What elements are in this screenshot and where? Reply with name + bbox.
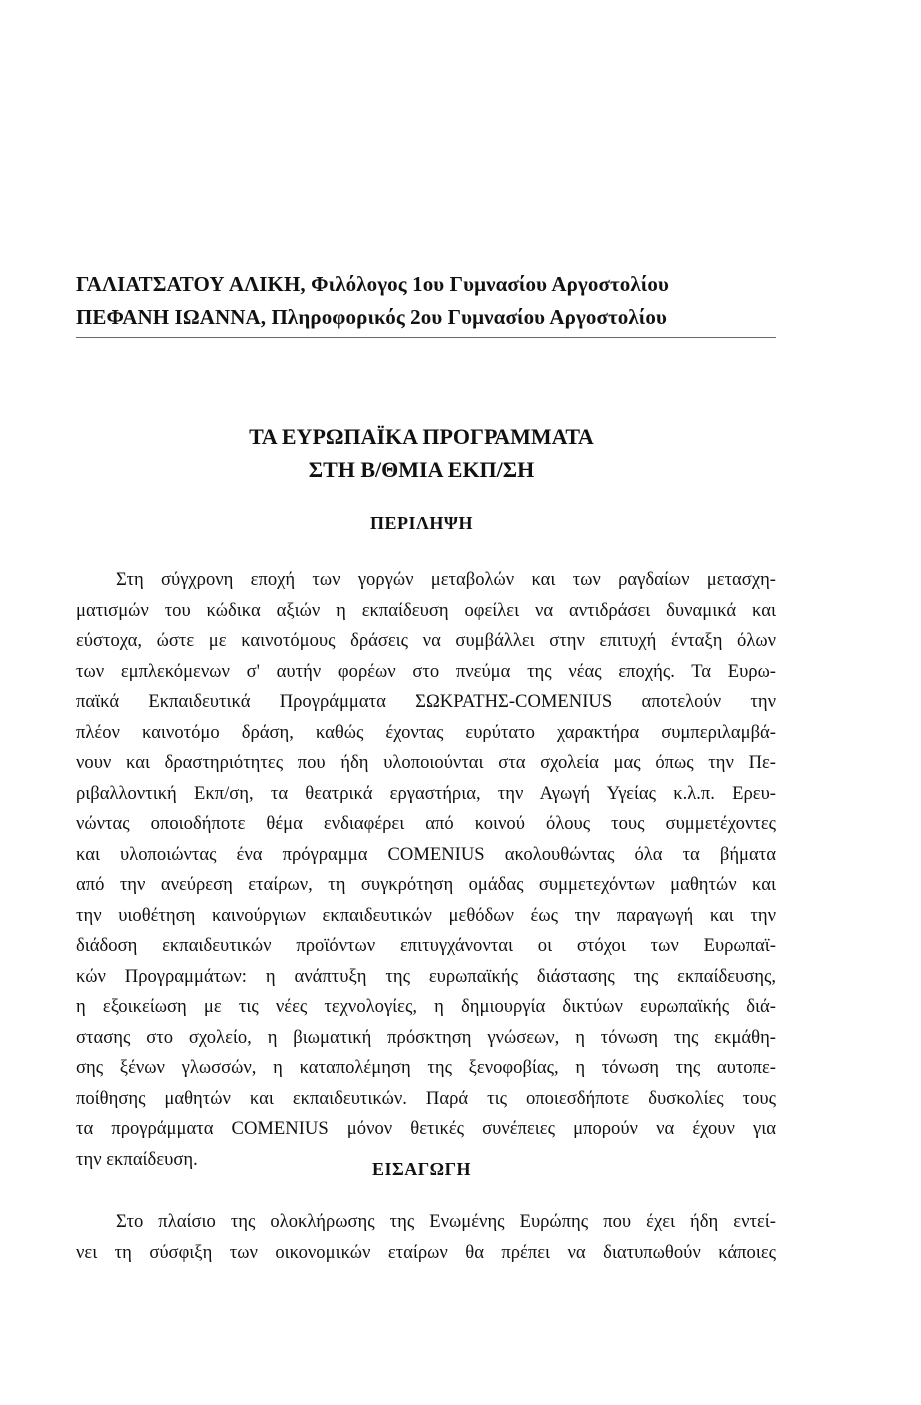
text-line: από την ανεύρεση εταίρων, τη συγκρότηση ομάδας συμμετεχόντων μαθητών και [76,874,776,895]
title-line-2: ΣΤΗ Β/ΘΜΙΑ ΕΚΠ/ΣΗ [308,457,535,482]
text-line: Στο πλαίσιο της ολοκλήρωσης της Ενωμένης Ευρώπης που έχει ήδη εντεί- [116,1211,776,1232]
text-line: νώντας οποιοδήποτε θέμα ενδιαφέρει από κοινού όλους τους συμμετέχοντες [76,813,776,834]
abstract-heading: ΠΕΡΙΛΗΨΗ [370,513,473,533]
text-line: την υιοθέτηση καινούργιων εκπαιδευτικών μεθόδων έως την παραγωγή και την [76,904,776,926]
text-line: πλέον καινοτόμο δράση, καθώς έχοντας ευρύτατο χαρακτήρα συμπεριλαμβά- [76,721,776,743]
text-line: ματισμών του κώδικα αξιών η εκπαίδευση οφείλει να αντιδράσει δυναμικά και [76,599,776,621]
text-line: παϊκά Εκπαιδευτικά Προγράμματα ΣΩΚΡΑΤΗΣ-COMENIUS αποτελούν την [76,691,776,712]
text-line: ριβαλλοντική Εκπ/ση, τα θεατρικά εργαστήρια, την Αγωγή Υγείας κ.λ.π. Ερευ- [76,782,776,804]
text-line: σης ξένων γλωσσών, η καταπολέμηση της ξενοφοβίας, η τόνωση της αυτοπε- [76,1057,776,1078]
author-divider [76,337,776,338]
text-line: Στη σύγχρονη εποχή των γοργών μεταβολών και των ραγδαίων μετασχη- [116,569,776,590]
text-line: και υλοποιώντας ένα πρόγραμμα COMENIUS ακολουθώντας όλα τα βήματα [76,843,776,865]
author-line-1: ΓΑΛΙΑΤΣΑΤΟΥ ΑΛΙΚΗ, Φιλόλογος 1ου Γυμνασίου Αργοστολίου [76,272,669,296]
text-line: η εξοικείωση με τις νέες τεχνολογίες, η δημιουργία δικτύων ευρωπαϊκής διά- [76,996,776,1017]
text-line: διάδοση εκπαιδευτικών προϊόντων επιτυγχάνονται οι στόχοι των Ευρωπαϊ- [76,935,776,956]
abstract-body [76,565,776,1175]
authors-block [76,268,776,334]
author-line-2: ΠΕΦΑΝΗ ΙΩΑΝΝΑ, Πληροφορικός 2ου Γυμνασίου Αργοστολίου [76,305,668,329]
title-line-1: ΤΑ ΕΥΡΩΠΑΪΚΑ ΠΡΟΓΡΑΜΜΑΤΑ [249,424,594,449]
text-line: την εκπαίδευση. [76,1148,198,1170]
text-line: ποίθησης μαθητών και εκπαιδευτικών. Παρά τις οποιεσδήποτε δυσκολίες τους [76,1087,776,1109]
text-line: κών Προγραμμάτων: η ανάπτυξη της ευρωπαϊκής διάστασης της εκπαίδευσης, [76,965,776,987]
text-line: τα προγράμματα COMENIUS μόνον θετικές συνέπειες μπορούν να έχουν για [76,1118,776,1139]
intro-body [76,1207,776,1268]
page-title [0,420,843,486]
text-line: των εμπλεκόμενων σ' αυτήν φορέων στο πνεύμα της νέας εποχής. Τα Ευρω- [76,660,776,682]
text-line: νουν και δραστηριότητες που ήδη υλοποιούνται στα σχολεία μας όπως την Πε- [76,752,776,773]
intro-heading: ΕΙΣΑΓΩΓΗ [371,1159,472,1179]
text-line: στασης στο σχολείο, η βιωματική πρόσκτηση γνώσεων, η τόνωση της εκμάθη- [76,1026,776,1048]
text-line: νει τη σύσφιξη των οικονομικών εταίρων θα πρέπει να διατυπωθούν κάποιες [76,1241,776,1263]
text-line: εύστοχα, ώστε με καινοτόμους δράσεις να συμβάλλει στην επιτυχή ένταξη όλων [76,630,776,651]
